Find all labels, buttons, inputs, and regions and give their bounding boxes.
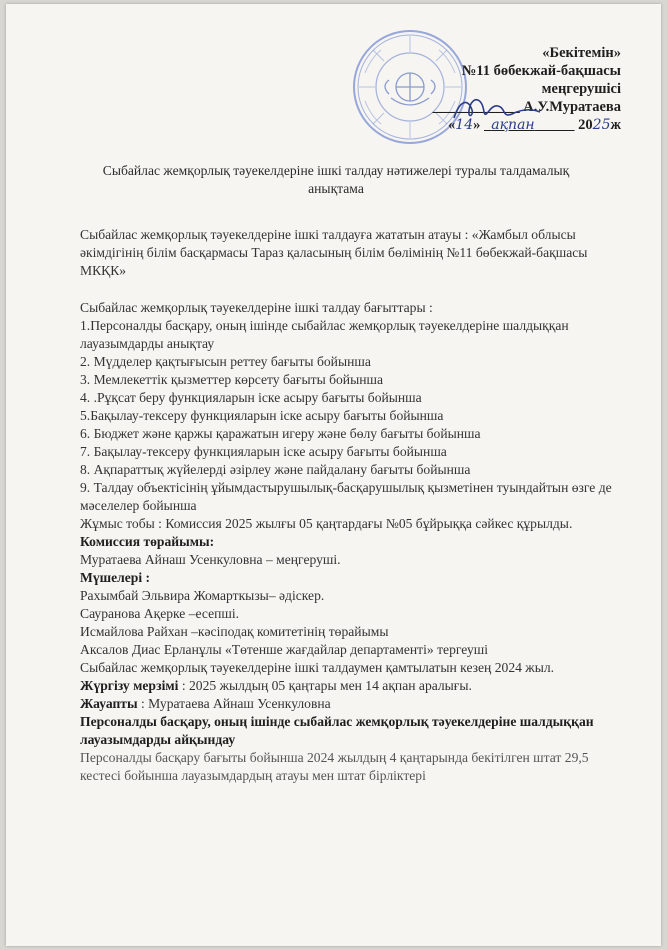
direction-item: 8. Ақпараттық жүйелерді әзірлеу және пайдалану бағыты бойынша [80,462,471,477]
section-heading: Персоналды басқару, оның ішінде сыбайлас жемқорлық тәуекелдеріне шалдыққан лауазымдарды айқындау [80,714,594,747]
direction-item: 1.Персоналды басқару, оның ішінде сыбайлас жемқорлық тәуекелдеріне шалдыққан лауазымдарды анықтау [80,318,569,351]
member-item: Рахымбай Эльвира Жомарткызы– әдіскер. [80,588,325,603]
analysis-period: Сыбайлас жемқорлық тәуекелдеріне ішкі талдаумен қамтылатын кезең 2024 жыл. [80,660,555,675]
approval-date-day: 14 [455,117,474,133]
approval-name: А.У.Муратаева [523,99,621,115]
direction-item: 9. Талдау объектісінің ұйымдастырушылық-басқарушылық қызметінен туындайтын өзге де мәселелер бойынша [80,480,612,513]
term-label: Жүргізу мерзімі [80,678,179,693]
approval-date-unit: ж [610,117,621,133]
direction-item: 2. Мүдделер қақтығысын реттеу бағыты бойынша [80,354,371,369]
document-page [6,4,661,946]
approval-date-month: ақпан [491,117,535,133]
responsible-value: : Муратаева Айнаш Усенкуловна [137,696,331,711]
document-title: Сыбайлас жемқорлық тәуекелдеріне ішкі талдау нәтижелері туралы талдамалық анықтама [102,163,570,196]
members-label: Мүшелері : [80,570,151,585]
handwritten-signature [446,92,546,126]
approval-date-year-suffix: 25 [592,117,611,133]
approval-title: «Бекітемін» [542,45,621,61]
member-item: Аксалов Диас Ерланұлы «Төтенше жағдайлар департаменті» тергеуші [80,642,488,657]
direction-item: 4. .Рұқсат беру функцияларын іске асыру бағыты бойынша [80,390,422,405]
direction-item: 5.Бақылау-тексеру функцияларын іске асыру бағыты бойынша [80,408,444,423]
member-item: Исмайлова Райхан –кәсіподақ комитетінің төрайымы [80,624,389,639]
direction-item: 7. Бақылау-тексеру функцияларын іске асыру бағыты бойынша [80,444,447,459]
chair-name: Муратаева Айнаш Усенкуловна – меңгеруші. [80,552,341,567]
direction-item: 3. Мемлекеттік қызметтер көрсету бағыты бойынша [80,372,383,387]
approval-date: «14» ақпан 2025ж [448,117,621,133]
analysis-subject: Сыбайлас жемқорлық тәуекелдеріне ішкі талдауға жататын атауы : «Жамбыл облысы әкімдігінің білім басқармасы Тараз қаласының білім бөлімінің №11 бөбекжай-бақшасы МКҚК» [80,227,588,278]
term-value: : 2025 жылдың 05 қаңтары мен 14 ақпан аралығы. [178,678,472,693]
member-item: Сауранова Ақерке –есепші. [80,606,240,621]
direction-item: 6. Бюджет және қаржы қаражатын игеру және бөлу бағыты бойынша [80,426,481,441]
working-group: Жұмыс тобы : Комиссия 2025 жылғы 05 қаңтардағы №05 бұйрыққа сәйкес құрылды. [80,516,573,531]
directions-header: Сыбайлас жемқорлық тәуекелдеріне ішкі талдау бағыттары : [80,300,433,315]
chair-label: Комиссия төрайымы: [80,534,215,549]
responsible-line [80,695,620,713]
approval-position: меңгерушісі [541,81,621,97]
document-body [80,226,620,785]
approval-org: №11 бөбекжай-бақшасы [461,63,621,79]
approval-date-year-prefix: 20 [578,117,593,133]
term-line [80,677,620,695]
section-text: Персоналды басқару бағыты бойынша 2024 жылдың 4 қаңтарында бекітілген штат 29,5 кестесі бойынша лауазымдардың атауы мен штат бірліктері [80,750,589,783]
directions-list [80,317,620,515]
responsible-label: Жауапты [80,696,138,711]
approval-signature-line: ____________ А.У.Муратаева [432,99,621,115]
